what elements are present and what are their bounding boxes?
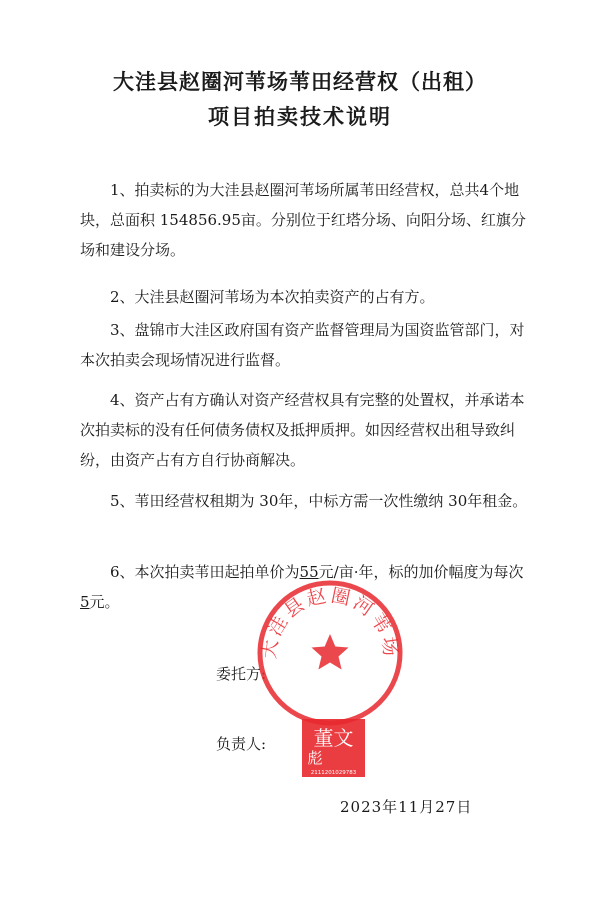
paragraph-4: 4、资产占有方确认对资产经营权具有完整的处置权，并承诺本次拍卖标的没有任何债务债权及抵押质押。如因经营权出租导致纠纷，由资产占有方自行协商解决。 (80, 391, 525, 469)
paragraph-6-post: 元。 (89, 593, 120, 611)
seal-star (312, 634, 349, 670)
stamp-name-line-2: 彪 (307, 749, 323, 767)
official-seal (255, 578, 405, 728)
paragraph-3: 3、盘锦市大洼区政府国有资产监督管理局为国资监管部门，对本次拍卖会现场情况进行监督。 (80, 321, 525, 369)
stamp-id: 2111201029783 (310, 770, 357, 776)
paragraph-2: 2、大洼县赵圈河苇场为本次拍卖资产的占有方。 (110, 288, 435, 306)
paragraph-6-pre: 6、本次拍卖苇田起拍单价为 (110, 563, 300, 581)
personal-name-stamp (301, 718, 366, 778)
starting-price: 55 (299, 563, 319, 581)
paragraph-6-mid: 元/亩·年，标的加价幅度为每次 (318, 563, 524, 581)
document-date: 2023年11月27日 (340, 798, 473, 816)
document-title: 大洼县赵圈河苇场苇田经营权（出租） (113, 69, 487, 94)
stamp-name-line-1: 董文 (313, 726, 354, 750)
client-label: 委托方: (216, 665, 267, 683)
paragraph-1: 1、拍卖标的为大洼县赵圈河苇场所属苇田经营权，总共4个地块，总面积 154856.95亩。分别位于红塔分场、向阳分场、红旗分场和建设分场。 (80, 181, 526, 259)
paragraph-5: 5、苇田经营权租期为 30年，中标方需一次性缴纳 30年租金。 (110, 492, 528, 510)
price-increment: 5 (80, 593, 90, 611)
document-subtitle: 项目拍卖技术说明 (208, 104, 392, 129)
responsible-label: 负责人: (216, 735, 267, 753)
seal-text: 大洼县赵圈河苇场 (258, 584, 402, 661)
